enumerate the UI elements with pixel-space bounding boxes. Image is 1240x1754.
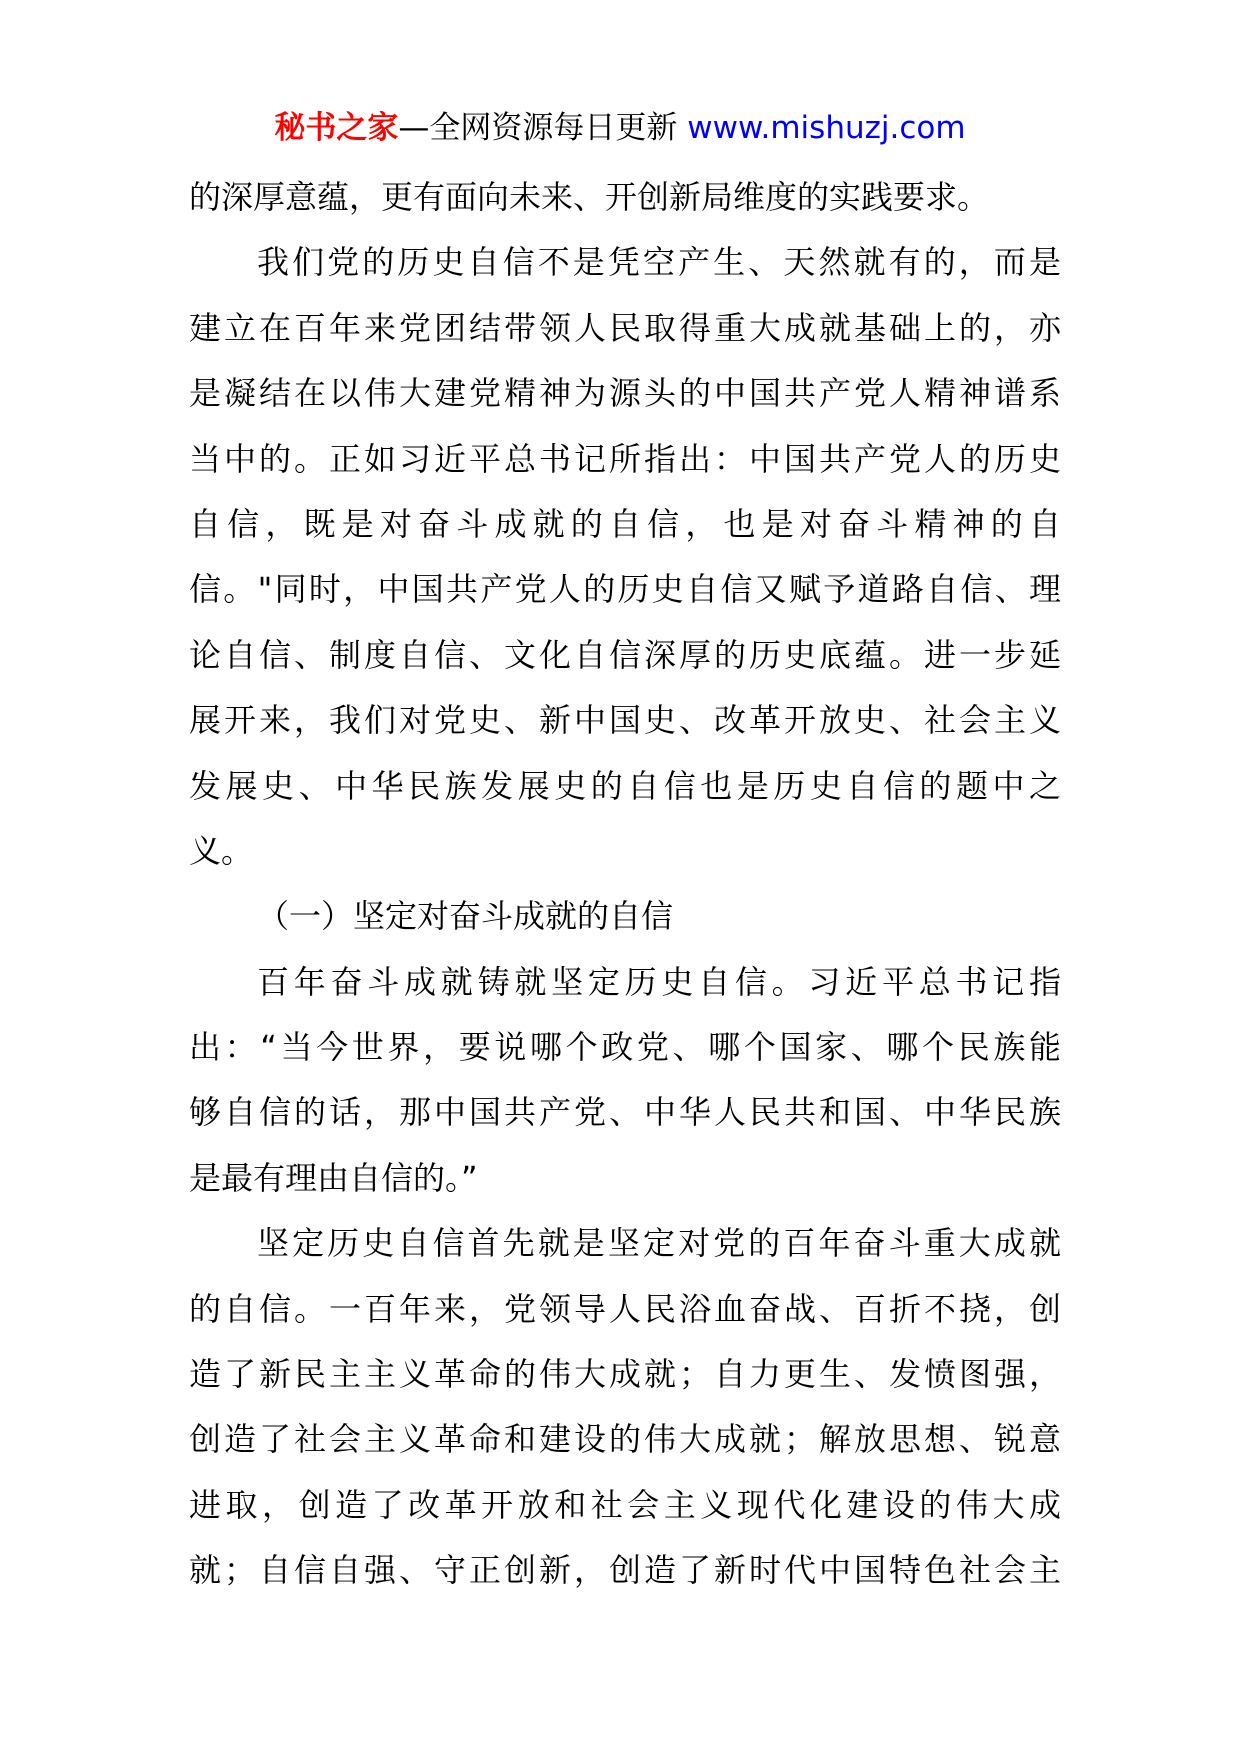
text-line: 就；自信自强、守正创新，创造了新时代中国特色社会主 [189,1551,1061,1590]
text-line: 造了新民主主义革命的伟大成就；自力更生、发愤图强， [189,1355,1061,1394]
text-line: 论自信、制度自信、文化自信深厚的历史底蕴。进一步延 [189,635,1061,674]
text-line: 百年奋斗成就铸就坚定历史自信。习近平总书记指 [257,962,1061,1001]
text-line: 发展史、中华民族发展史的自信也是历史自信的题中之 [189,766,1061,805]
text-line: 坚定历史自信首先就是坚定对党的百年奋斗重大成就 [257,1224,1061,1263]
text-line: 自信，既是对奋斗成就的自信，也是对奋斗精神的自 [189,504,1061,543]
brand-name: 秘书之家 [274,110,399,146]
banner-tagline: —全网资源每日更新 [398,110,688,146]
text-line: 够自信的话，那中国共产党、中华人民共和国、中华民族 [189,1093,1061,1132]
text-line: 我们党的历史自信不是凭空产生、天然就有的，而是 [257,243,1061,282]
document-body [189,165,1061,1604]
text-line: 信。"同时，中国共产党人的历史自信又赋予道路自信、理 [189,570,1061,609]
text-line: 进取，创造了改革开放和社会主义现代化建设的伟大成 [189,1485,1061,1524]
site-url-link[interactable]: www.mishuzj.com [687,110,966,146]
text-line: 的深厚意蕴，更有面向未来、开创新局维度的实践要求。 [189,178,990,216]
text-line: 是最有理由自信的。” [189,1158,478,1197]
text-line: 当中的。正如习近平总书记所指出：中国共产党人的历史 [189,439,1061,478]
text-line: 展开来，我们对党史、新中国史、改革开放史、社会主义 [189,701,1061,740]
text-line: （一）坚定对奋斗成就的自信 [257,897,674,936]
site-banner [0,102,1240,147]
text-line: 出：“当今世界，要说哪个政党、哪个国家、哪个民族能 [189,1028,1061,1067]
text-line: 义。 [189,831,254,870]
text-line: 建立在百年来党团结带领人民取得重大成就基础上的，亦 [189,308,1061,347]
text-line: 的自信。一百年来，党领导人民浴血奋战、百折不挠，创 [189,1289,1061,1328]
text-line: 是凝结在以伟大建党精神为源头的中国共产党人精神谱系 [189,374,1061,413]
text-line: 创造了社会主义革命和建设的伟大成就；解放思想、锐意 [189,1420,1061,1459]
